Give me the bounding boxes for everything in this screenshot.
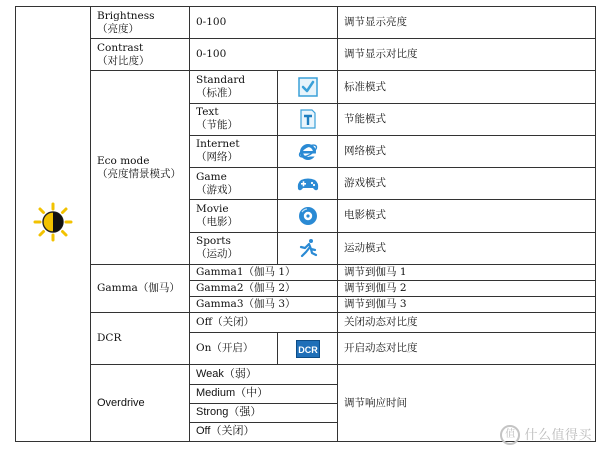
overdrive-option: Medium（中）	[190, 384, 338, 403]
eco-mode-name-cn: （网络）	[196, 151, 238, 164]
overdrive-option: Weak（弱）	[190, 365, 338, 384]
overdrive-row-1	[16, 365, 596, 384]
watermark	[500, 424, 592, 446]
eco-mode-desc: 游戏模式	[338, 168, 596, 200]
eco-mode-desc: 电影模式	[338, 200, 596, 232]
gamma-desc: 调节到伽马 3	[338, 296, 596, 312]
eco-mode-name-cn: （节能）	[196, 119, 238, 132]
brightness-row	[16, 7, 596, 39]
dcr-desc: 关闭动态对比度	[338, 313, 596, 333]
watermark-text: 什么值得买	[524, 427, 592, 443]
eco-mode-name: Movie	[196, 202, 229, 215]
dcr-desc: 开启动态对比度	[338, 333, 596, 365]
eco-mode-desc: 标准模式	[338, 71, 596, 103]
dcr-icon	[296, 339, 320, 359]
osd-settings-table	[15, 6, 596, 442]
overdrive-option: Strong（强）	[190, 403, 338, 422]
check-icon	[298, 77, 318, 97]
contrast-desc: 调节显示对比度	[338, 39, 596, 71]
menu-icon-cell	[16, 7, 91, 442]
eco-mode-desc: 运动模式	[338, 232, 596, 264]
gamma-option: Gamma1（伽马 1）	[190, 264, 338, 280]
gamma-row-1	[16, 264, 596, 280]
internet-explorer-icon	[298, 141, 318, 161]
eco-mode-label-cn: （亮度情景模式）	[97, 167, 181, 180]
brightness-label: Brightness	[97, 9, 155, 22]
contrast-row	[16, 39, 596, 71]
contrast-label-cn: （对比度）	[97, 54, 150, 67]
watermark-logo: 值	[500, 425, 520, 445]
dcr-label: DCR	[91, 313, 190, 365]
gamma-option: Gamma2（伽马 2）	[190, 280, 338, 296]
overdrive-desc: 调节响应时间	[338, 365, 596, 442]
gamepad-icon	[296, 174, 320, 194]
overdrive-label: Overdrive	[91, 365, 190, 442]
dcr-option: Off（关闭）	[190, 313, 338, 333]
eco-mode-name: Sports	[196, 235, 231, 248]
contrast-range: 0-100	[190, 39, 338, 71]
eco-mode-name-cn: （电影）	[196, 215, 238, 228]
overdrive-option: Off（关闭）	[190, 422, 338, 441]
dcr-row-off	[16, 313, 596, 333]
gamma-option: Gamma3（伽马 3）	[190, 296, 338, 312]
eco-mode-name-cn: （运动）	[196, 248, 238, 261]
eco-row-standard	[16, 71, 596, 103]
eco-mode-desc: 网络模式	[338, 135, 596, 167]
gamma-desc: 调节到伽马 2	[338, 280, 596, 296]
dcr-option: On（开启）	[190, 333, 278, 365]
gamma-label: Gamma（伽马）	[91, 264, 190, 312]
gamma-desc: 调节到伽马 1	[338, 264, 596, 280]
brightness-desc: 调节显示亮度	[338, 7, 596, 39]
eco-mode-desc: 节能模式	[338, 103, 596, 135]
text-document-icon	[298, 109, 318, 129]
brightness-range: 0-100	[190, 7, 338, 39]
eco-mode-name: Standard	[196, 74, 246, 87]
disc-icon	[298, 206, 318, 226]
eco-mode-name: Internet	[196, 138, 240, 151]
brightness-label-cn: （亮度）	[97, 22, 139, 35]
eco-mode-name-cn: （游戏）	[196, 183, 238, 196]
eco-mode-name: Game	[196, 170, 227, 183]
eco-mode-name-cn: （标准）	[196, 87, 238, 100]
eco-mode-name: Text	[196, 106, 219, 119]
brightness-sun-icon	[33, 202, 73, 242]
contrast-label: Contrast	[97, 41, 144, 54]
runner-icon	[298, 238, 318, 258]
eco-mode-label: Eco mode	[97, 154, 150, 167]
dcr-icon-text: DCR	[297, 344, 318, 355]
